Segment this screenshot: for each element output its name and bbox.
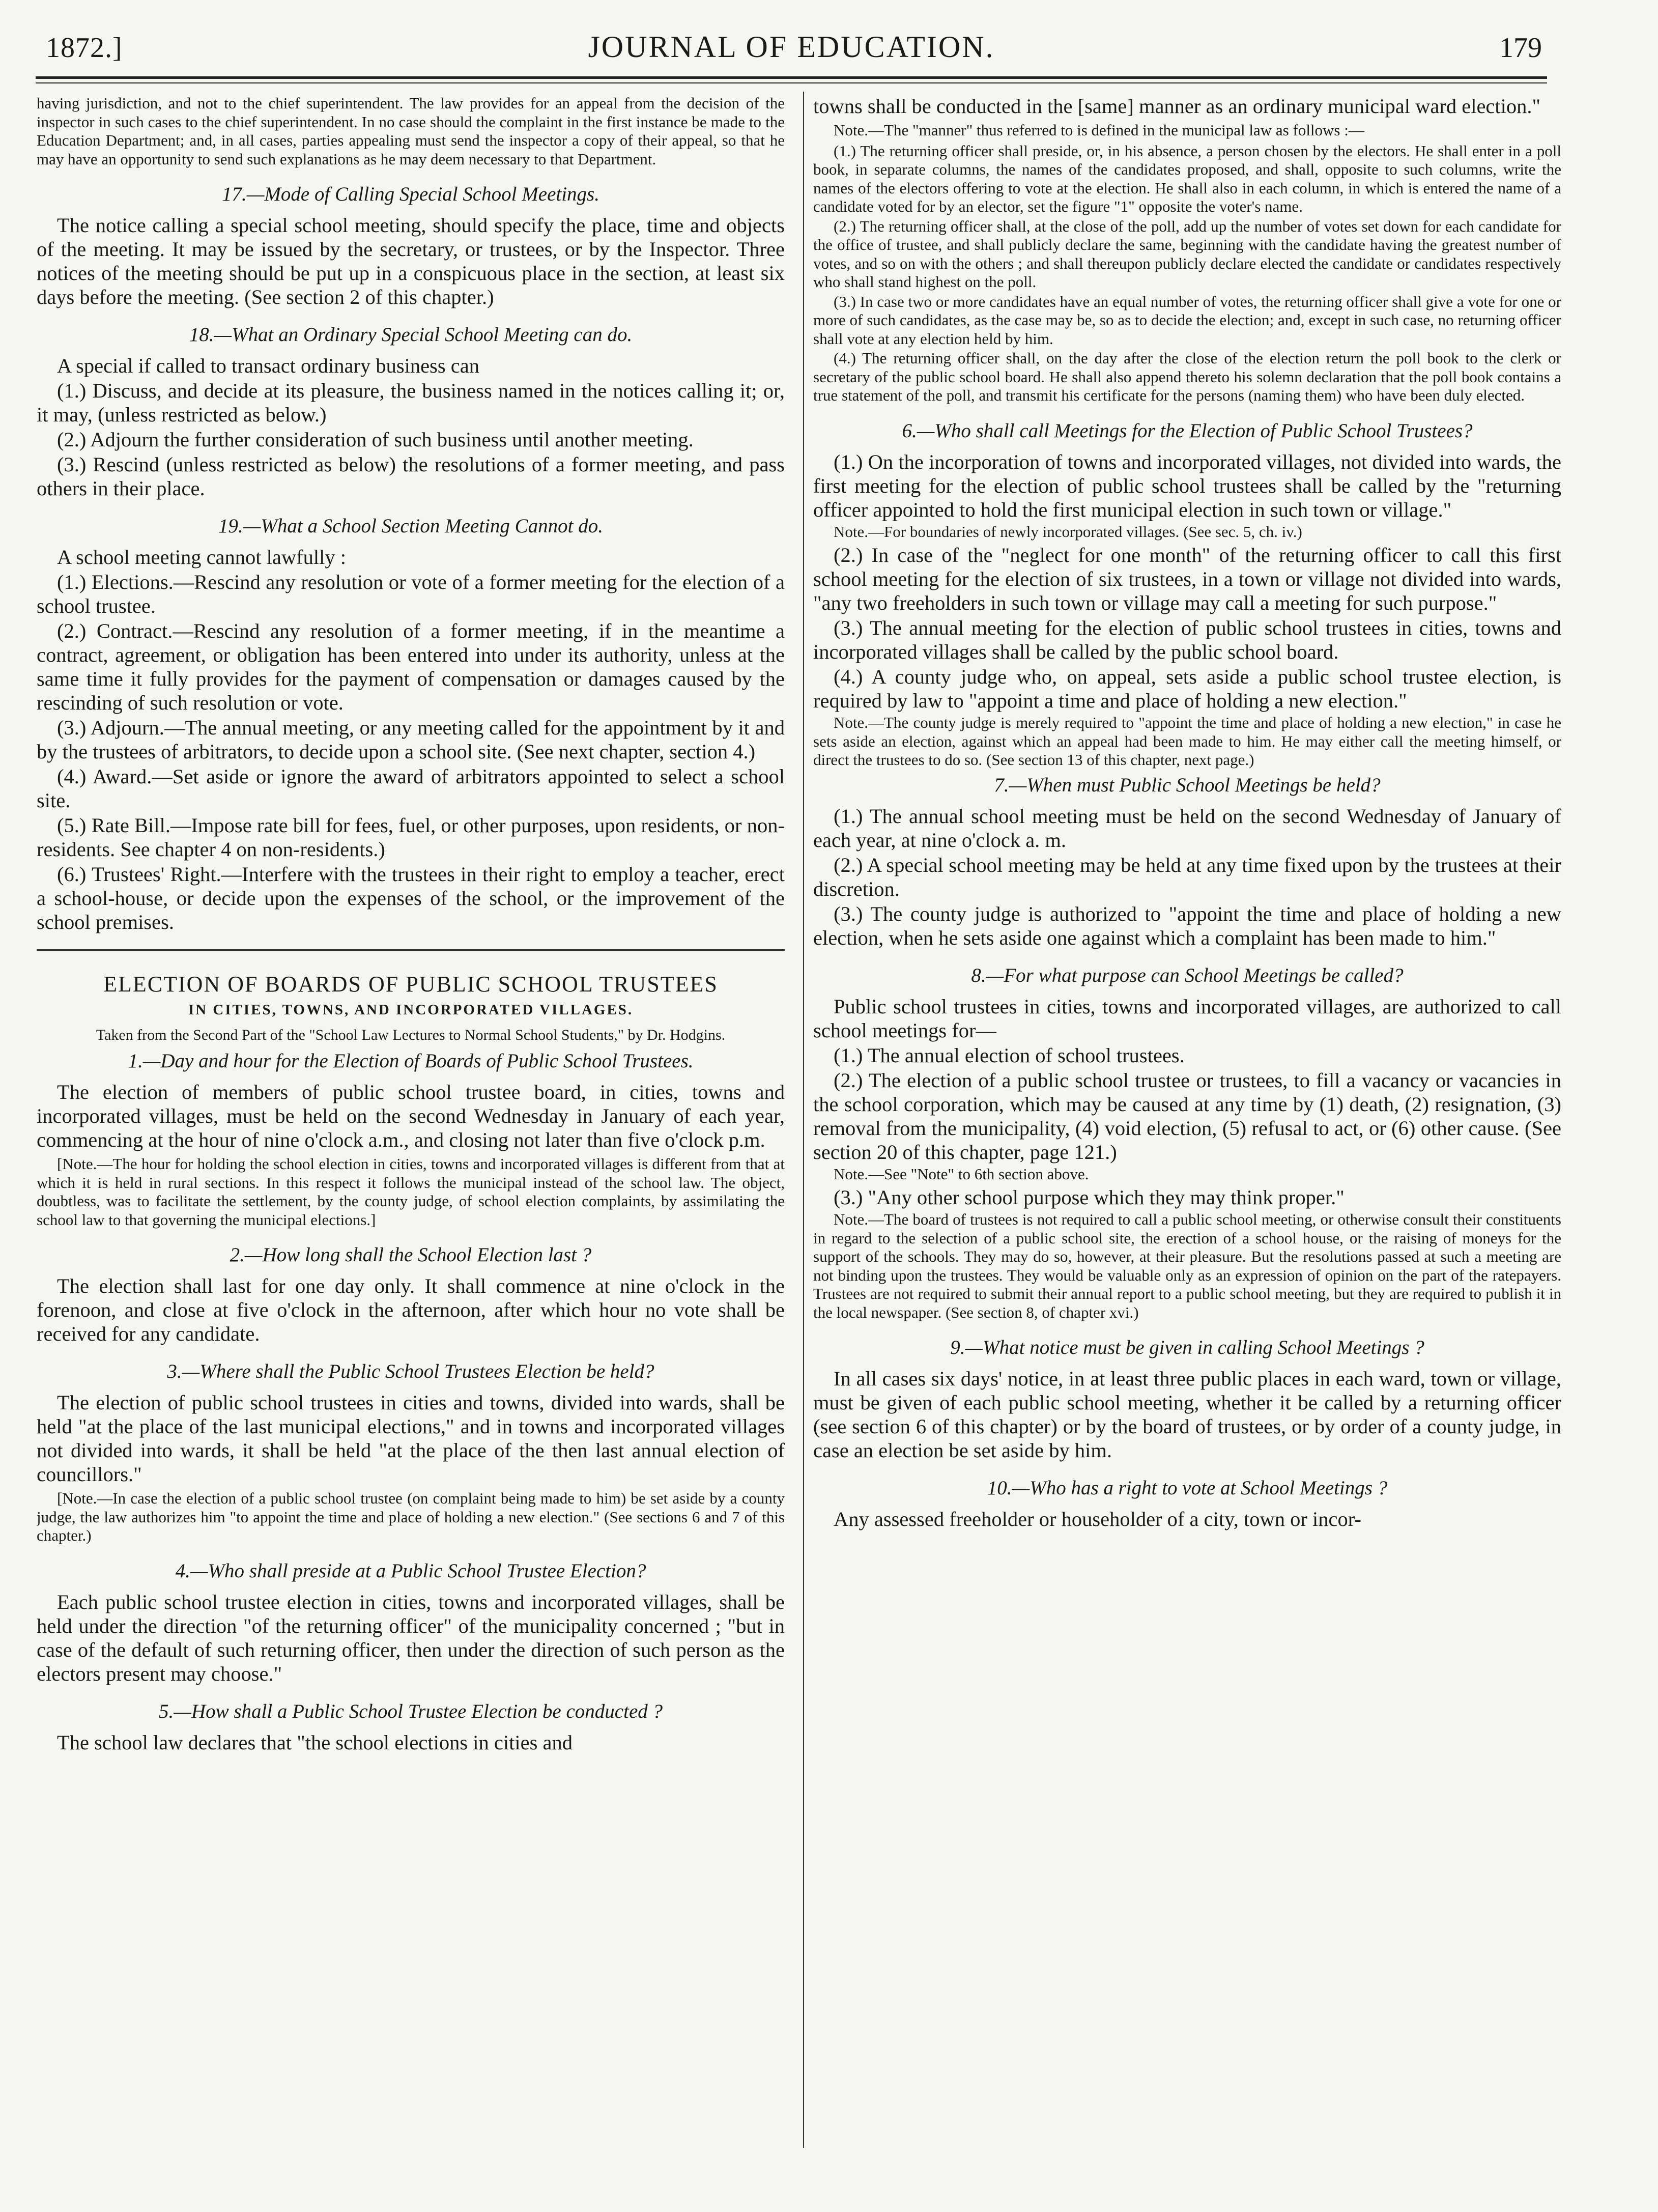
section-19-item: (2.) Contract.—Rescind any resolution of a former meeting, if in the meantime a contract, agreement, or obligation has been entered into under its authority, unless at the same time it fully provides for the payment of compensation or damages caused by the rescinding of such resolution or vote. [37,619,785,714]
section-19-item: (1.) Elections.—Rescind any resolution or vote of a former meeting for the election of a school trustee. [37,571,785,617]
article-attribution: Taken from the Second Part of the "School Law Lectures to Normal School Students," by Dr. Hodgins. [96,1027,726,1043]
header-rule [36,76,1547,79]
election-6-item: (1.) On the incorporation of towns and incorporated villages, not divided into wards, the first meeting for the election of public school trustees shall be called by the "returning officer appointed to hold the first municipal election in such town or village." [813,450,1561,521]
section-19-item: (5.) Rate Bill.—Impose rate bill for fees, fuel, or other purposes, upon residents, or non-residents. See chapter 4 on non-residents.) [37,814,785,861]
election-4-body: Each public school trustee election in cities, towns and incorporated villages, shall be held under the direction "of the returning officer" of the municipality concerned ; "but in case of the default of such returning officer, then under the direction of such person as the electors present may choose." [37,1590,785,1685]
election-3-heading: 3.—Where shall the Public School Trustees Election be held? [167,1360,654,1382]
section-17-heading: 17.—Mode of Calling Special School Meetings. [222,183,599,205]
election-8-note: Note.—The board of trustees is not required to call a public school meeting, or otherwise consult their constituents in regard to the selection of a public school site, the erection of a school house, or the raising of moneys for the support of the schools. They may do so, however, at their pleasure. But the resolutions passed at such a meeting are not binding upon the trustees. They would be valuable only as an expression of opinion on the part of the ratepayers. Trustees are not required to submit their annual report to a public school meeting, but they are required to publish it in the local newspaper. (See section 8, of chapter xvi.) [813,1210,1561,1321]
election-6-heading: 6.—Who shall call Meetings for the Election of Public School Trustees? [902,419,1473,442]
manner-note-item: (2.) The returning officer shall, at the close of the poll, add up the number of votes set down for each candidate for the office of trustee, and shall publicly declare the same, beginning with the candidate having the greatest number of votes, and so on with the others ; and shall thereupon publicly declare elected the candidate or candidates respectively who shall stand highest on the poll. [813,217,1561,291]
election-7-item: (3.) The county judge is authorized to "appoint the time and place of holding a new election, when he sets aside one against which a complaint has been made to him." [813,902,1561,949]
section-19-item: (4.) Award.—Set aside or ignore the award of arbitrators appointed to select a school site. [37,765,785,812]
election-6-item: (4.) A county judge who, on appeal, sets aside a public school trustee election, is required by law to "appoint a time and place of holding a new election." [813,665,1561,712]
election-6-note: Note.—The county judge is merely required to "appoint the time and place of holding a new election," in case he sets aside an election, against which an appeal had been made to him. He may either call the meeting himself, or direct the trustees to do so. (See section 13 of this chapter, next page.) [813,714,1561,769]
election-5-heading: 5.—How shall a Public School Trustee Election be conducted ? [158,1700,663,1722]
header-rule-thin [36,82,1547,83]
election-10-heading: 10.—Who has a right to vote at School Meetings ? [987,1477,1388,1499]
election-9-body: In all cases six days' notice, in at least three public places in each ward, town or village, must be given of each public school meeting, whether it be called by a returning officer (see section 6 of this chapter) or by the board of trustees, or by order of a county judge, in case an election be set aside by him. [813,1367,1561,1462]
article-divider [37,949,785,951]
header-year: 1872.] [46,32,123,64]
page-header [36,25,1547,71]
manner-note-item: (3.) In case two or more candidates have an equal number of votes, the returning officer shall give a vote for one or more of such candidates, as the case may be, so as to decide the election; and, except in such case, no returning officer shall vote at any election held by him. [813,292,1561,348]
election-8-item: (1.) The annual election of school trustees. [834,1043,1185,1067]
election-8-item: (3.) "Any other school purpose which they may think proper." [834,1186,1345,1209]
election-6-item: (3.) The annual meeting for the election of public school trustees in cities, towns and incorporated villages shall be called by the public school board. [813,616,1561,663]
election-2-heading: 2.—How long shall the School Election last ? [230,1244,592,1266]
page-number: 179 [1499,32,1542,64]
election-7-item: (1.) The annual school meeting must be held on the second Wednesday of January of each year, at nine o'clock a. m. [813,804,1561,852]
section-17-body: The notice calling a special school meeting, should specify the place, time and objects of the meeting. It may be issued by the secretary, or trustees, or by the Inspector. Three notices of the meeting should be put up in a conspicuous place in the section, at least six days before the meeting. (See section 2 of this chapter.) [37,214,785,308]
election-7-item: (2.) A special school meeting may be held at any time fixed upon by the trustees at their discretion. [813,853,1561,900]
election-2-body: The election shall last for one day only. It shall commence at nine o'clock in the forenoon, and close at five o'clock in the afternoon, after which hour no vote shall be received for any candidate. [37,1274,785,1345]
election-8-heading: 8.—For what purpose can School Meetings be called? [971,964,1404,986]
election-1-body: The election of members of public school trustee board, in cities, towns and incorporated villages, must be held on the second Wednesday in January of each year, commencing at the hour of nine o'clock a.m., and closing not later than five o'clock p.m. [37,1081,785,1151]
election-6-item: (2.) In case of the "neglect for one month" of the returning officer to call this first school meeting for the election of six trustees, in a town or village not divided into wards, "any two freeholders in such town or village may call a meeting for such purpose." [813,544,1561,614]
section-19-heading: 19.—What a School Section Meeting Cannot do. [218,515,604,537]
section-19-item: (6.) Trustees' Right.—Interfere with the trustees in their right to employ a teacher, erect a school-house, or decide upon the expenses of the school, or the improvement of the school premises. [37,863,785,933]
continued-text: towns shall be conducted in the [same] manner as an ordinary municipal ward election." [813,95,1541,118]
section-18-item: (1.) Discuss, and decide at its pleasure, the business named in the notices calling it; or, it may, (unless restricted as below.) [37,379,785,426]
election-3-body: The election of public school trustees in cities and towns, divided into wards, shall be held "at the place of the last municipal elections," and in towns and incorporated villages not divided into wards, it shall be held "at the place of the then last annual election of councillors." [37,1391,785,1486]
intro-paragraph: having jurisdiction, and not to the chief superintendent. The law provides for an appeal from the decision of the inspector in such cases to the chief superintendent. In no case should the complaint in the first instance be made to the Education Department; and, in all cases, parties appealing must send the inspector a copy of their appeal, so that he may have an opportunity to send such explanations as he may deem necessary to that Department. [37,94,785,168]
section-18-intro: A special if called to transact ordinary business can [57,354,479,377]
section-18-item: (2.) Adjourn the further consideration of such business until another meeting. [57,428,694,451]
election-1-note: [Note.—The hour for holding the school election in cities, towns and incorporated villages is different from that at which it is held in rural sections. In this respect it follows the municipal instead of the school law. The object, doubtless, was to facilitate the settlement, by the county judge, of school election complaints, by assimilating the school law to that governing the municipal elections.] [37,1155,785,1229]
manner-note-intro: Note.—The "manner" thus referred to is defined in the municipal law as follows :— [834,121,1364,139]
election-8-note: Note.—See "Note" to 6th section above. [834,1165,1089,1183]
left-column [37,94,785,2145]
article-title: ELECTION OF BOARDS OF PUBLIC SCHOOL TRUSTEES [103,972,718,997]
election-4-heading: 4.—Who shall preside at a Public School Trustee Election? [175,1559,646,1582]
section-18-item: (3.) Rescind (unless restricted as below) the resolutions of a former meeting, and pass others in their place. [37,453,785,500]
column-divider [803,92,804,2148]
manner-note-item: (1.) The returning officer shall preside, or, in his absence, a person chosen by the electors. He shall enter in a poll book, in separate columns, the names of the candidates proposed, and shall, opposite to such columns, write the names of the electors offering to vote at the election. He shall also in each column, in which is entered the name of a candidate voted for by an elector, set the figure "1" opposite the voter's name. [813,141,1561,215]
election-3-note: [Note.—In case the election of a public school trustee (on complaint being made to him) be set aside by a county judge, the law authorizes him "to appoint the time and place of holding a new election." (See sections 6 and 7 of this chapter.) [37,1489,785,1544]
section-19-item: (3.) Adjourn.—The annual meeting, or any meeting called for the appointment by it and by the trustees of arbitrators, to decide upon a school site. (See next chapter, section 4.) [37,716,785,763]
election-7-heading: 7.—When must Public School Meetings be held? [994,774,1381,796]
section-18-heading: 18.—What an Ordinary Special School Meeting can do. [189,324,633,346]
section-19-intro: A school meeting cannot lawfully : [57,546,347,569]
election-8-item: (2.) The election of a public school trustee or trustees, to fill a vacancy or vacancies in the school corporation, which may be caused at any time by (1) death, (2) resignation, (3) removal from the municipality, (4) void election, (5) refusal to act, or (6) other cause. (See section 20 of this chapter, page 121.) [813,1068,1561,1164]
election-9-heading: 9.—What notice must be given in calling School Meetings ? [950,1337,1424,1358]
election-1-heading: 1.—Day and hour for the Election of Boards of Public School Trustees. [128,1050,694,1072]
right-column [813,94,1561,2145]
manner-note-item: (4.) The returning officer shall, on the day after the close of the election return the poll book to the clerk or secretary of the public school board. He shall also append thereto his solemn declaration that the poll book contains a true statement of the poll, and transmit his certificate for the persons (naming them) who have been duly elected. [813,349,1561,404]
election-10-body: Any assessed freeholder or householder of a city, town or incor- [834,1508,1361,1530]
journal-title: JOURNAL OF EDUCATION. [588,30,995,64]
election-5-body: The school law declares that "the school elections in cities and [57,1731,573,1754]
election-6-note: Note.—For boundaries of newly incorporated villages. (See sec. 5, ch. iv.) [834,522,1302,541]
article-subtitle: IN CITIES, TOWNS, AND INCORPORATED VILLAGES. [188,1002,634,1018]
election-8-intro: Public school trustees in cities, towns and incorporated villages, are authorized to call school meetings for— [813,995,1561,1042]
